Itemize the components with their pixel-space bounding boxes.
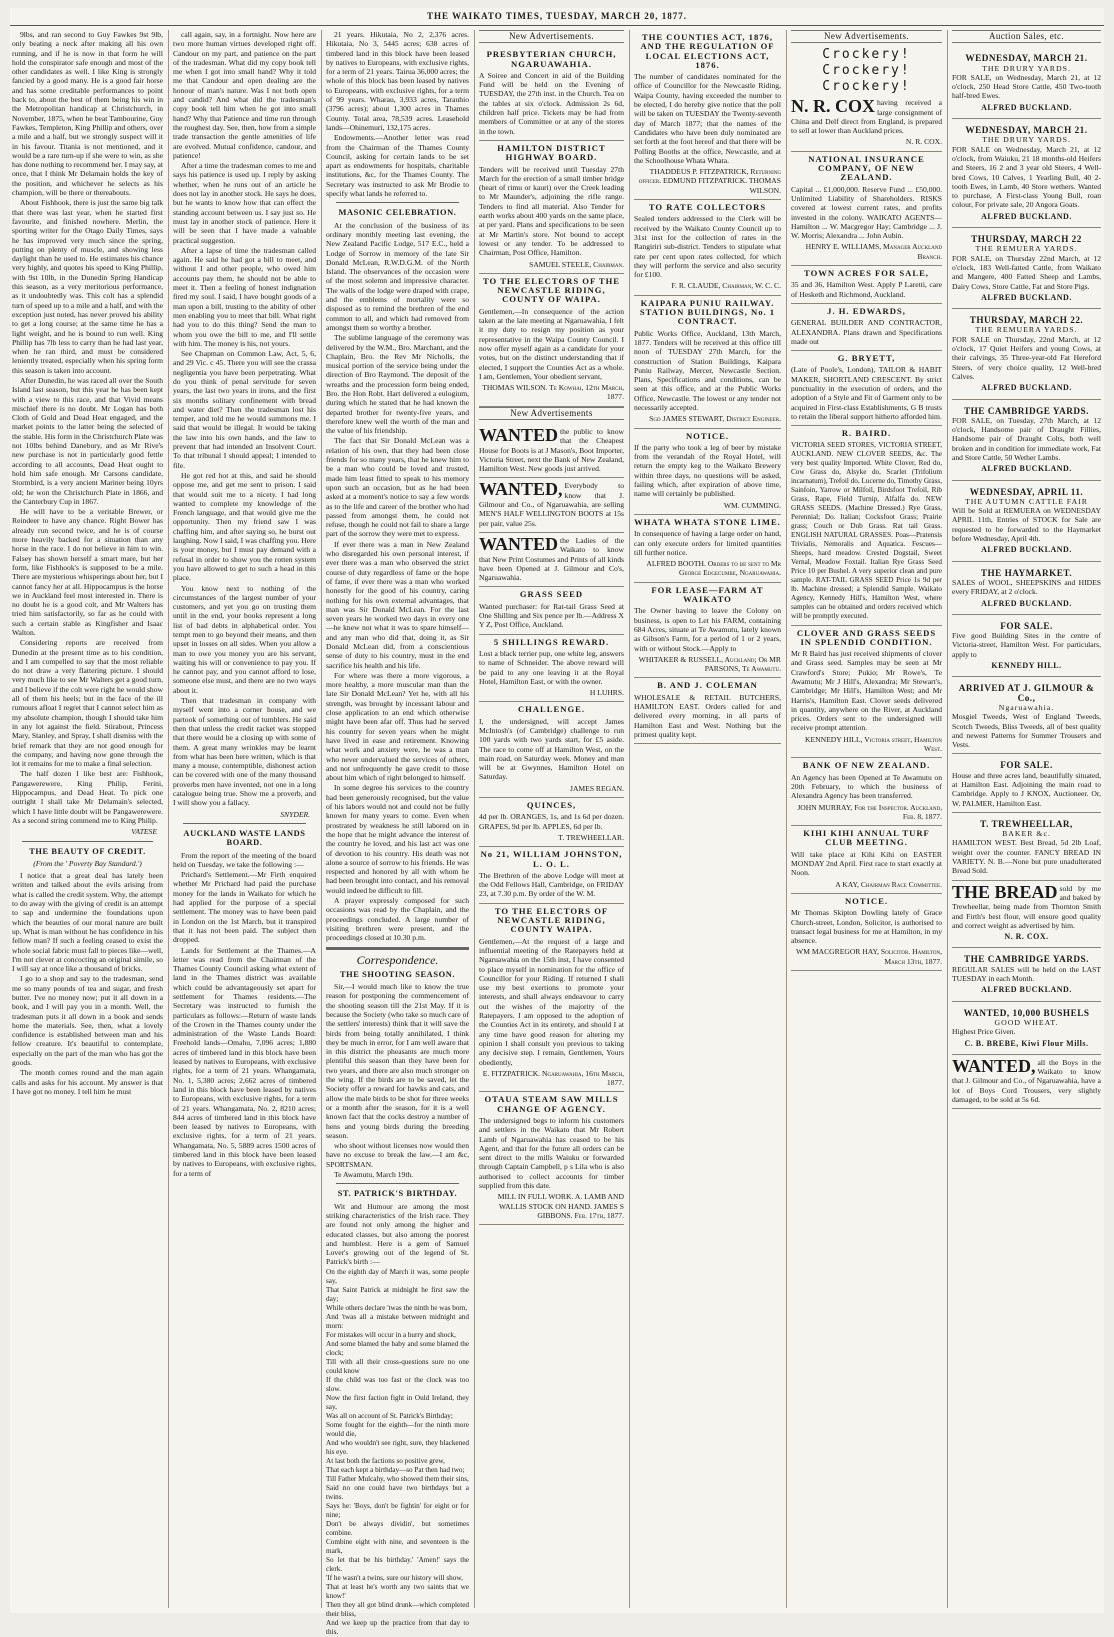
advertisement [479, 847, 624, 903]
column-2 [168, 30, 316, 1608]
advertisement [791, 266, 942, 304]
advertisement [791, 826, 942, 894]
advertisement [479, 47, 624, 141]
masthead [10, 8, 1104, 26]
divider [336, 202, 459, 203]
ad-title: FOR SALE. [1000, 760, 1053, 771]
advertisement [479, 587, 624, 634]
auction-body: Five good Building Sites in the centre of Victoria-street, Hamilton West. For particulars, apply to [952, 631, 1101, 659]
auction-body: FOR SALE, on Thursday 22nd March, at 12 o'clock, 183 Well-fatted Cattle, from Waikato and Mangere, 400 Fatted Sheep and Lambs, Dairy Cows, Store Cattle, Fat and Store Pigs. [952, 253, 1101, 291]
ad-title: WANTED, [479, 479, 563, 500]
ad-signature: WM. CUMMING. [723, 500, 781, 510]
ad-title: OTAUA STEAM SAW MILLS CHANGE OF AGENCY. [484, 1094, 619, 1114]
poem-line: That at least he's worth any two saints that we know!' [326, 1582, 469, 1600]
advertisement [634, 296, 781, 429]
auction-venue: THE REMUERA YARDS. [975, 244, 1078, 254]
advertisement [634, 678, 781, 744]
masonic-paragraph: If ever there was a man in New Zealand who disregarded his own personal interest, if ever there was a man who observed the strict course of duty regardless of fame or the hope of fame, if ever there was a man who worked honestly for the good of his country, caring nothing for his own external advantages, that man was Sir Donald McLean. For the last seven years he worked two days in every one—he knew not what it was to spare himself—and any man who did that, doing it, as Sir Donald McLean did, from a conscientious sense of duty to his country, must in the end sacrifice his health and his life. [326, 539, 469, 670]
newspaper-page [10, 8, 1104, 1636]
ad-signature: KENNEDY HILL, Victoria street, Hamilton West. [805, 734, 942, 754]
ad-body: Mr R Baird has just received shipments of clover and Grass seed. Samples may be seen at Mr Crawford's Store; Pukio; Mr Rowe's, Te Awamutu; Mr J Hill's, Alexandra; Mr Stewart's, Cambridge; Mr Hill's, Hamilton West; and Mr Harris's, Hamilton East. Clover seeds delivered in quantity, anywhere on the River, at Auckland prices. Orders sent to the undersigned will receive prompt attention. [791, 649, 942, 733]
ad-title: 5 SHILLINGS REWARD. [493, 636, 610, 647]
article-title: AUCKLAND WASTE LANDS BOARD. [183, 828, 306, 848]
poem-line: For mistakes will occur in a hurry and shock, [326, 1330, 456, 1339]
auction-venue: THE DRURY YARDS. [982, 135, 1071, 145]
patrick-paragraph: Wit and Humour are among the most striking characteristics of the Irish race. They are found not only among the higher and educated classes, but also among the poorest and humblest. Here is a gem of Samuel Lover's growing out of the legend of St. Patrick's birth :— [326, 1201, 469, 1267]
credit-paragraph: The month comes round and the man again calls and asks for his account. My answer is that I have got no money. I tell him he must [12, 1068, 163, 1096]
advertisement [952, 677, 1101, 754]
ad-title: QUINCES, [526, 800, 577, 811]
advertisement [791, 626, 942, 759]
ad-signature: E. FITZPATRICK. Ngaruawahia, 16th March, 1877. [482, 1068, 624, 1088]
auctioneer: KENNEDY HILL. [991, 661, 1062, 671]
ad-body: sold by me and baked by Trewheellar, being made from Thornton Smith and Firth's best flour, will ensure good quality and correct weight as advertised by him. [952, 883, 1101, 930]
advertisement [634, 583, 781, 679]
section-heading: New Advertisements. [479, 30, 624, 43]
column-1 [12, 30, 163, 1608]
racing-paragraph: 9lbs, and ran second to Guy Fawkes 9st 9lb, only beating a neck after making all his own running, and if he is now in that form he will hold the conspirator safe enough and most of the other candidates as well. I like King is strongly fancied by a good many. He is a good fair horse and has some creditable performances to point back to, about the best of them being his win in the Metropolitan handicap at Christchurch, in November, 1875, when he beat Tambourine, Guy Fawkes, Templeton, King Phillip and others, over a mile and a half, but we strongly suspect will it in his favour. Titania is not mentioned, and it would be a rare turn-up if she were to win, as she has done nothing to recommend her. I may say, at once, that I think Mr Delamain holds the key of the position, and whichever he selects as his champion, will be there or thereabouts. [12, 30, 163, 198]
advertisement [479, 141, 624, 274]
advertisement [479, 424, 624, 478]
poem [326, 1268, 469, 1637]
column-7 [947, 30, 1101, 1608]
divider [22, 841, 153, 842]
poem-line: Says he: 'Boys, don't be fightin' for eight or for nine; [326, 1501, 469, 1519]
ad-title: B. AND J. COLEMAN [657, 680, 758, 691]
poem-line: And we keep up the practice from that day to this. [326, 1618, 469, 1636]
ad-body: Wanted purchaser: for Rat-tail Grass Seed at One Shilling and Six pence per lb.—Address X Y Z, Post Office, Auckland. [479, 601, 624, 630]
racing-paragraph: Considering reports are received from Dunedin at the present time as to his condition, and I am compelled to say that the most reliable do not draw a very flattering picture. I should very much like to see Mr Walters get a good turn, and I believe if the colt were right he would show all of them his heels; but in the face of the ill rumours afloat I regret that I cannot select him as my absolute champion, though I should take him in any lot against the field. Stirabout, Princess Mary, Stanley, and Spray, I shall dismiss with the brief remark that they are not good enough for the company, and having now gone through the lot it remains for me to make a final selection. [12, 638, 163, 769]
advertisement [952, 1055, 1101, 1109]
ad-title: ARRIVED AT J. GILMOUR & Co., [958, 683, 1095, 703]
poem-line: 'If he wasn't a twins, sure our history will show, [326, 1573, 463, 1582]
credit-paragraph: He got red hot at this, and said he should oppose me, and get me sent to prison. I said that would suit me to a nicety. I had long wanted to complete my knowledge of the French language, and that would give me the opportunity. Then my friend saw I was chaffing him, and after saying so, he burst out laughing. Now I said, I was chaffing you. Here is your money, but I must pay demand with a refusal in order to show you the rotten system you have allowed to get to such a head in this place. [173, 470, 316, 583]
advertisement [791, 152, 942, 266]
advertisement [791, 351, 942, 426]
advertisement [634, 515, 781, 583]
auctioneer: ALFRED BUCKLAND. [981, 383, 1072, 393]
ad-title: No 21, WILLIAM JOHNSTON, L. O. L. [480, 849, 623, 869]
advertisement [791, 894, 942, 971]
crockery-heading: Crockery! [822, 63, 911, 79]
credit-paragraph: You know next to nothing of the circumstances of the largest number of your customers, and yet you go on trusting them until in the end, your books represent a long list of bad debts in alphabetical order. You tempt men to go beyond their means, and then upset in losses on all sides. When you allow a man to owe you money you are his servant, waiting his will or convenience to pay you. If he cannot pay, and you cannot afford to lose, someone else must, and there are no two ways about it. [173, 583, 316, 695]
ad-body: In consequence of having a large order on hand, can only execute orders for limited quantities till further notice. [634, 529, 781, 557]
ad-signature: A KAY, Chairman Race Committee. [835, 879, 942, 889]
ad-title: BANK OF NEW ZEALAND. [802, 760, 931, 771]
advertisement [952, 1002, 1101, 1055]
ad-body: A Soiree and Concert in aid of the Building Fund will be held on the Evening of TUESDAY, the 27th inst. in the Church. Tea on the tables at six o'clock. Admission 2s 6d, children half price. Tickets may be had from members of Committee or at any of the stores in the town. [479, 70, 624, 136]
ad-subtitle: BAKER &c. [1002, 829, 1051, 839]
ad-title: WANTED [479, 424, 559, 445]
ad-signature: Sgd JAMES STEWART, District Engineer. [649, 414, 781, 424]
ad-signature: JOHN MURRAY, For the Inspector. Auckland, Feb. 8, 1877. [797, 802, 942, 821]
ad-title: TOWN ACRES FOR SALE, [804, 268, 929, 279]
ad-body: having received a large consignment of China and Delf direct from England, is prepared to sell at lower than Auckland prices. [791, 98, 942, 136]
auction-venue: THE CAMBRIDGE YARDS. [964, 405, 1089, 416]
ad-body: 4d per lb. ORANGES, 1s, and 1s 6d per dozen. GRAPES, 9d per lb. APPLES, 6d per lb. [479, 812, 624, 831]
poem-line: Some fought for the eighth—for the ninth more would die, [326, 1420, 469, 1438]
article-title: MASONIC CELEBRATION. [338, 208, 457, 218]
ad-signature: WM MACGREGOR HAY, Solicitor. Hamilton, March 13th, 1877. [796, 947, 942, 966]
ad-body: I, the undersigned, will accept James McIntosh's (of Cambridge) challenge to run 100 yards with two yards start, for £5 aside. The race to come off at Hamilton West, on the main road, on Saturday week. Money and man will be at Gwynnes, Hamilton Hotel on Saturday. [479, 716, 624, 782]
auctioneer: ALFRED BUCKLAND. [981, 985, 1072, 995]
ad-body: An Agency has been Opened at Te Awamutu on 20th February, to which the business of Alexandra Agency has been transferred. [791, 772, 942, 801]
credit-paragraph: See Chapman on Common Law, Act, 5, 6, and 29 Vic. c 45. There you will see the crassa negligentia you have been perpetrating. What do you think of penal servitude for seven years, the last two years in irons, and the first six months solitary confinement with bread and water diet? Then the tradesman lost his temper, and told me he would summons me. I said that would be illegal. It would be taking the law into his own hands, and the law to prevent that had intended an Insolvent Court. To that tribunal I should appeal; I intended to file. [173, 349, 316, 470]
auction-date: THURSDAY, MARCH 22 [971, 234, 1082, 245]
auction-body: SALES of WOOL, SHEEPSKINS and HIDES every FRIDAY, at 2 o'clock. [952, 577, 1101, 597]
auctioneer: ALFRED BUCKLAND. [981, 102, 1072, 112]
auction-body: FOR SALE on Wednesday, March 21, at 12 o'clock, from Waiuku, 21 18 months-old Heifers and Steers, 16 2 and 3 year old Steers, 4 Well-bred Cows, 10 Calves, 1 Yearling Bull, 40 2-tooth Ewes, in Lamb, 40 Store wethers. Wanted to purchase, A First-class Young Bull, roan colour, For private sale, 20 Angora Goats. [952, 144, 1101, 210]
masonic-paragraph: At the conclusion of the business of its ordinary monthly meeting last evening, the New Zealand Pacific Lodge, 517 E.C., held a Lodge of Sorrow in memory of the late Sir Donald McLean, R.W.D.G.M. of the North Island. The observances of the occasion were of the most solemn and impressive character. The walls of the lodge were draped with crape, and the emblems of mortality were so disposed as to remind the brethren of the end common to all, and which had removed from amongst them so worthy a brother. [326, 220, 469, 332]
advertisement [479, 798, 624, 847]
advertisement [634, 30, 781, 200]
waste-paragraph: Endowments.—Another letter was read from the Chairman of the Thames County Council, asking for certain lands to be set apart as endowments for hospitals, charitable institutions, &c, for the Thames County. The Secretary was instructed to ask Mr Brodie to specify what lands he referred to. [326, 133, 469, 199]
ad-signature: JAMES REGAN. [569, 783, 624, 793]
ad-title: KAIPARA PUNIU RAILWAY. STATION BUILDINGS, No. 1 CONTRACT. [639, 297, 776, 327]
ad-signature: ALFRED BOOTH. Orders to be sent to Mr George Edgecumbe, Ngaruawahia. [646, 559, 781, 578]
racing-paragraph: He will have to be a veritable Brewer, or Reindeer to have any chance. Right Bower has already run second twice, and he is of course more heavily backed for a situation than any horse in the race. I do not believe in him to win. Falsey has shown herself a smart mare, but her form, like Fishhook's is supposed to be a mile. There are mysterious whisperings about her, but I cannot fancy her at all. Hippocampus is the horse we in Auckland feel most interested in. There is no doubt he is a good colt, and Mr Walters has tried him satisfactorily, so far as he could with such a certain stable as Kingfisher and Isaac Walton. [12, 507, 163, 637]
poem-line: That each kept a birthday—so Pat then had two; [326, 1465, 465, 1474]
ad-signature: H LUHRS. [589, 688, 624, 698]
ad-title: KIHI KIHI ANNUAL TURF CLUB MEETING. [803, 828, 930, 848]
crockery-heading: Crockery! [822, 47, 911, 63]
ad-signature: THOMAS WILSON. Te Kowhai, 12th March, 1877. [482, 383, 624, 402]
ad-title: THE BREAD [952, 881, 1058, 902]
poem-line: Till Father Mulcahy, who showed them their sins, [326, 1474, 469, 1483]
auctioneer: ALFRED BUCKLAND. [981, 292, 1072, 302]
letter-paragraph: Sir,—I would much like to know the true reason for postponing the commencement of the shooting season till the 21st May. If it is because the Society (who take so much care of the settlers' interests) think that it will save the birds from being totally annihilated, I think they be much in error, for I am well aware that in this district the pheasants are much more plentiful this season than they have been for two years, and there are also much stronger on the wing. If the birds are to be saved, let the Society offer a reward for hawks and cats, and allow the male birds to be shot for three weeks or a month after the season, for it is a well known fact that the cocks destroy a number of hens and young birds during the breeding season. [326, 982, 469, 1140]
auction-notice [952, 119, 1101, 228]
ad-body: the Ladies of the Waikato to know that New Print Costumes and Prints of all kinds have been Opened at J. Gilmour and Co's, Ngaruawahia. [479, 535, 624, 583]
advertisement [791, 304, 942, 351]
ad-body: the public to know that the Cheapest House for Boots is at J Mason's, Boot Importer, Victoria Street, next the Bank of New Zealand, Hamilton West. New goods just arrived. [479, 426, 624, 474]
ad-body: VICTORIA SEED STORES, VICTORIA STREET, AUCKLAND. NEW CLOVER SEEDS, &c. The very best quality Imported. White Clover, Red do, Cow Grass do, Alsyke do, Scarlet (Trifolium incarnatum), Trefoil do, Lucerne do, Timothy Grass, Sainfoin, Yarrow or Milfoil, Birdsfoot Trefoil, Rib Grass, Rape, Field Turnip, Alfalfa do. NEW GRASS SEEDS. (Machine Dressed.) Rye Grass, Perennial; Do. Italian; Cocksfoot Grass; Prairie grass; Couch or Dub Grass. Rat tail Grass. ENGLISH NATURAL GRASSES. Poas—Pratensis Trivialis, Nemoralis and Aquatica. Fescues—Sheeps, hard meadow. Crested Dogstail, Sweet Vernal, Meadow Foxtail. Italian Rye Grass Seed Price 10 per Bushel. A very superior clean and pure sample. RAT-TAIL GRASS SEED Price 1s 9d per lb. Machine dressed; a Splendid Sample. Waikato Agency, Kennedy Hill's, Hamilton West, where samples can be obtained and orders received which will be promptly executed. [791, 440, 942, 620]
auction-date: WEDNESDAY, MARCH 21. [965, 125, 1088, 136]
advertisement [479, 274, 624, 407]
signature: VATESE [131, 827, 157, 837]
auction-notice [952, 309, 1101, 399]
poem-line: So let that be his birthday.' 'Amen!' says the clerk. [326, 1555, 469, 1573]
ad-body: House and three acres land, beautifully situated, at Hamilton East. Adjoining the main road to Cambridge. Apply to J KNOX, Auctioneer. Or, W. PALMER, Hamilton East. [952, 770, 1101, 808]
ad-signature: T. TREWHEELLAR. [558, 832, 624, 842]
masonic-paragraph: The sublime language of the ceremony was delivered by the W.M., Bro. Marchant, and the Chaplain, Bro. the Rev Mr Nicholls, the musical portion of the service being under the direction of Bro Raymond. The deposit of the wreaths and the procession form being ended, Bro. the Hon Robt. Hart delivered a eulogium, during which he stated that he had known the departed brother for twenty-five years, and therefore knew well the worth of the man and the value of his friendship. [326, 333, 469, 436]
auctioneer: ALFRED BUCKLAND. [981, 545, 1072, 555]
ad-body: Highest Price Given. [952, 1027, 1016, 1037]
poem-line: Till with all their cross-questions sure no one could know [326, 1357, 469, 1375]
auction-venue: THE AUTUMN CATTLE FAIR [965, 496, 1088, 506]
poem-line: If the child was too fast or the clock was too slow. [326, 1375, 469, 1393]
section-heading: New Advertisements [479, 407, 624, 420]
advertisement [952, 881, 1101, 949]
column-4 [474, 30, 624, 1608]
section-heading: Auction Sales, etc. [952, 30, 1101, 43]
auction-venue: THE REMUERA YARDS. [975, 325, 1078, 335]
ad-title: T. TREWHEELLAR, [980, 818, 1073, 829]
ad-title: NOTICE. [685, 430, 730, 441]
column-5 [629, 30, 781, 1608]
auction-date: WEDNESDAY, MARCH 21. [965, 53, 1088, 64]
ad-subtitle: Ngaruawahia. [998, 702, 1055, 712]
ad-body: The Owner having to leave the Colony on business, is open to Let his FARM, containing 684 Acres, situate at Te Awamutu, lately known as Gibson's Farm, for a period of 1 or 2 years, with or without Stock.—Apply to [634, 606, 781, 653]
poem-line: And some blamed the baby and some blamed the clock; [326, 1339, 469, 1357]
article-title: ST. PATRICK'S BIRTHDAY. [337, 1189, 458, 1199]
poem-line: At last both the factions so positive grew, [326, 1456, 445, 1465]
auction-body: FOR SALE, on Tuesday, 27th March, at 12 o'clock, Handsome pair of Draught Fillies, Handsome pair of Draught Colts, both well broken and in condition for immediate work, Fat and Store Cattle, 50 Wether Lambs. [952, 415, 1101, 462]
auctioneer: ALFRED BUCKLAND. [981, 211, 1072, 221]
poem-line: While others declare 'twas the ninth he was born, [326, 1303, 468, 1312]
ad-title: J. H. EDWARDS, [827, 305, 906, 316]
letter-paragraph: Te Awamutu, March 19th. [334, 1170, 414, 1180]
racing-paragraph: About Fishhook, there is just the same big talk that there was last year, when he started first favourite, and finished nowhere. Merlin, the sporting writer for the Otago Daily Times, says he has improved very much since the spring, putting on plenty of muscle, and showing less daylight than he used to. He estimates his chance very highly, and quotes his speed to King Phillip, with 9st 10lb, in the Dunedin Spring Handicap this season, as a very meritorious performance, as it undoubtedly was. This colt has a splendid turn of speed up to a mile and a half, and with the exception just noted, has never proved his ability to get a long course; at the same time he has a light weight, and he is bound to run well. King Phillip has 7lb less to carry than he had last year, when he ran third, and must be considered leniently treated, especially when his spring form this season is taken into account. [12, 198, 163, 375]
auctioneer: ALFRED BUCKLAND. [981, 464, 1072, 474]
masonic-paragraph: In some degree his services to the country had been generously recognised, but the value of his labors would not and could not be fully known for many years to come. Even when prostrated by weakness he still labored on in the hope that he might advance the interest of the country he loved, and his last act was one of devotion to his country. His death was not alone a source of sorrow to his friends. He was respected and honored by all with whom he had been brought into contact, and his removal would indeed be difficult to fill. [326, 783, 469, 895]
ad-subtitle: GOOD WHEAT. [994, 1017, 1059, 1027]
ad-title: CHALLENGE. [517, 704, 586, 715]
ad-body: (Late of Poole's, London), TAILOR & HABIT MAKER, SHORTLAND CRESCENT. By strict punctuality in the execution of orders, and the adoption of a Style and Fit of Garment only to be acquired in First-class Establishments, G B trusts to retain the liberal support hitherto afforded him. [791, 365, 942, 421]
ad-body: Will take place at Kihi Kihi on EASTER MONDAY 2nd April. First race to start exactly at Noon. [791, 849, 942, 878]
advertisement [634, 429, 781, 515]
auction-notice [952, 615, 1101, 677]
auction-date: THURSDAY, MARCH 22. [969, 315, 1084, 326]
poem-line: And 'twas all a mistake between midnight and morn: [326, 1312, 469, 1330]
divider [183, 823, 306, 824]
ad-body: WHOLESALE & RETAIL BUTCHERS, HAMILTON EAST. Orders called for and delivered every morning, in all parts of Hamilton East and West. Nothing but the primest quality kept. [634, 692, 781, 739]
ad-title: HAMILTON DISTRICT HIGHWAY BOARD. [497, 142, 606, 163]
ad-title: R. BAIRD. [841, 428, 892, 439]
auction-notice [952, 562, 1101, 615]
ad-body: The number of candidates nominated for the office of Councillor for the Newcastle Riding, Waipa County, having exceeded the number to be elected, I do hereby give notice that the poll will be taken on TUESDAY the Twenty-seventh day of March 1877; that the names of the Candidates who have been duly nominated are set forth at the foot hereof and that there will be Polling Booths at the office, Newcastle, and at the Schoolhouse Whata Whata. [634, 72, 781, 165]
ad-signature: N. R. COX. [905, 137, 942, 147]
ad-title: CLOVER AND GRASS SEEDS IN SPLENDID CONDITION. [796, 627, 937, 647]
article-title: THE SHOOTING SEASON. [339, 969, 456, 979]
credit-paragraph: I go to a shop and say to the tradesman, send me so many pounds of tea and sugar, and fresh butter. I've no money now; put it all down in a book, and I will pay you in a month. Well, the tradesman puts it all down in a book and sends home the materials. See, then, what a lovely confidence is established between man and his fellow creature. It's beautiful to contemplate, especially on the part of the man who has got the goods. [12, 974, 163, 1068]
ad-body: Everybody to know that J. Gilmour and Co., of Ngaruawahia, are selling MEN'S HALF WELLINGTON BOOTS at 15s per pair, value 25s. [479, 481, 624, 528]
ad-body: Tenders will be received until Tuesday 27th March for the erection of a small timber bridge (heart of rimu or kauri) over the Creek leading to Mr Maunder's, adjoining the rifle range. Tenders to find all material. Also Tender for earth works about 400 yards on the same place, at per yard. Plans and specifications to be seen at Mr Martin's store. Not bound to accept lowest or any tender. To be addressed to Chairman, Post Office, Hamilton. [479, 164, 624, 258]
ad-title: N. R. COX [791, 96, 875, 117]
auction-notice [952, 400, 1101, 481]
auction-notice [952, 948, 1101, 1001]
poem-line: That Saint Patrick at midnight he first saw the day; [326, 1285, 469, 1303]
ad-title: WANTED, [952, 1055, 1036, 1076]
auction-venue: THE DRURY YARDS. [982, 63, 1071, 73]
masonic-paragraph: A prayer expressly composed for such occasions was read by the Chaplain, and the proceedings concluded. A large number of visiting brethren were present, and the proceedings closed at 10.30 p.m. [326, 896, 469, 943]
ad-body: Gentlemen,—In consequence of the action taken at the late meeting at Ngaruawahia, I felt it my duty to resign my position as your representative in the Waipa County Council. I now offer myself again as a candidate for your votes, but on the distinct understanding that if elected, I support the Counties Act as a whole. I am, Gentlemen, Your obedient servant, [479, 306, 624, 381]
signature: SNYDER. [280, 809, 310, 819]
poem-line: Then they all got blind drunk—which completed their bliss, [326, 1600, 469, 1618]
advertisement [479, 635, 624, 703]
ad-body: The Brethren of the above Lodge will meet at the Odd Fellows Hall, Cambridge, on FRIDAY 23, at 7.30 p.m. By order of the W. M. [479, 870, 624, 899]
waste-paragraph: Prichard's Settlement.—Mr Firth enquired whether Mr Prichard had paid the purchase money for the lands in Waikato for which he had applied for the purpose of a special settlement. The money was to have been paid in London on the 1st March, but it transpired that it has not been paid. The subject then dropped. [173, 870, 316, 945]
crockery-heading: Crockery! [822, 79, 911, 95]
ad-signature: F. R. CLAUDE, Chairman, W. C. C. [671, 281, 781, 291]
ad-body: Mr Thomas Skipton Dowling lately of Grace Church-street, London, Solicitor, is authorised to transact legal business for me at Hamilton, in my absence. [791, 908, 942, 946]
masthead-title: THE WAIKATO TIMES, TUESDAY, MARCH 20, 1877. [426, 11, 688, 21]
column-3 [321, 30, 469, 1636]
auction-body: FOR SALE, on Wednesday, March 21, at 12 o'clock, 250 Head Store Cattle, 450 Two-tooth half-bred Ewes. [952, 72, 1101, 101]
advertisement [791, 95, 942, 151]
advertisement [479, 478, 624, 532]
credit-paragraph: Then that tradesman in company with myself went into a corner house, and we partook of something out of tumblers. He said then that unless the credit racket was stopped that there would be a closing up with some of them. A great many wrinkles may be learnt from what has been here written, which is that many a mouse, contemptible, dishonest action can be covered with one of the many thousand proverbs men have invented, not one in a long catalogue being true. Show me a proverb, and I will show you a fallacy. [173, 696, 316, 808]
advertisement [479, 904, 624, 1093]
auction-body: REGULAR SALES will be held on the LAST TUESDAY in each Month. [952, 964, 1101, 984]
ad-signature: N. R. COX. [1004, 932, 1049, 942]
ad-title: WANTED, 10,000 BUSHELS [963, 1007, 1090, 1018]
masonic-paragraph: The fact that Sir Donald McLean was a relation of his own, that they had been close friends for so many years, that he knew him to be a man who could be loved and trusted, made him least fitted to speak to his memory upon such an occasion, but as he had been asked at a moment's notice to say a few words as to the life and career of the brother who had passed from amongst them, he could not refuse, though he could not fail to share a large part of the sorrow they were met to express. [326, 436, 469, 539]
racing-paragraph: The half dozen I like best are: Fishhook, Pangawerewere, King Philip, Ferini, Hippocampus, and Dead Heat. To pick one outright I shall take Mr Delamain's selected, which I have little doubt will be Pangawerewere. As a second string commend me to King Philip. [12, 769, 163, 825]
ad-body: If the party who took a leg of beer by mistake from the verandah of the Royal Hotel, will return the empty keg to the Waikato Brewery within three days, no questions will be asked, failing which, after expiration of above time, name will certainly be published. [634, 442, 781, 499]
ad-signature: HENRY E. WILLIAMS, Manager Auckland Branch. [805, 242, 942, 261]
waste-paragraph: From the report of the meeting of the board held on Tuesday, we take the following :— [173, 850, 316, 869]
advertisement [952, 754, 1101, 812]
ad-title: GRASS SEED [519, 589, 584, 600]
ad-title: TO THE ELECTORS OF THE NEWCASTLE RIDING, COUNTY OF WAIPA. [482, 275, 621, 305]
ad-signature: SAMUEL STEELE, Chairman. [529, 259, 624, 269]
ad-body: Capital ... £1,000,000. Reserve Fund ... £50,000. Unlimited Liability of Shareholders. RISKS covered at lowest current rates, and profits invested in the colony. WAIKATO AGENTS—Hamilton ... W. Macgregor Hay; Cambridge ... J. W. Morris; Alexandra ... John Aubin. [791, 184, 942, 241]
ad-signature: WHITAKER & RUSSELL, Auckland; Or MR PARSONS, Te Awamutu. [638, 654, 781, 674]
ad-body: Sealed tenders addressed to the Clerk will be received by the Waikato County Council up to 31st inst for the collection of rates in the Rangiriri sub-district. Tenders to stipulate what rate per cent upon rates collected, for which they will perform the service and also security for £100. [634, 214, 781, 280]
letter-paragraph: who shoot without licenses now would then have no excuse to break the law.—I am &c, SPORTSMAN. [326, 1141, 469, 1169]
credit-paragraph: call again, say, in a fortnight. Now here are two more human virtues developed right off. Candour on my part, and patience on the part of the tradesman. What did my copy book tell me when I got into small hand? Why it told me that Candour and open dealing are the honour of man's nature. Was I not both open and candid? And what did the tradesman's copy book tell him when he got into small hand? Why that Patience and time run through the roughest day. See, then, how from a simple trade transaction the gentle amenities of life are evolved. Mutual confidence, candour, and patience! [173, 30, 316, 160]
ad-body: Lost a black terrier pup, one white leg, answers to name of Schneider. The above reward will be paid to any one leaving it at the Royal Hotel, Hamilton East, or with the owner. [479, 648, 624, 686]
section-heading: New Advertisements. [791, 30, 942, 43]
ad-body: GENERAL BUILDER AND CONTRACTOR, ALEXANDRA. Plans drawn and Specifications made out [791, 318, 942, 346]
auction-notice [952, 228, 1101, 309]
ad-title: NOTICE. [844, 895, 889, 906]
ad-body: HAMILTON WEST. Best Bread, 5d 2lb Loaf, weight over the counter. FANCY BREAD IN VARIETY. N. B.—None but pure unadulterated Bread Sold. [952, 838, 1101, 876]
ad-body: Public Works Office, Auckland, 13th March, 1877. Tenders will be received at this office till noon of TUESDAY 27th March, for the construction of Station Buildings, Kaipara Puniu Railway, Mercer, Newcastle Section. Plans, Specifications and conditions, can be seen at this office, and at the Public Works Office, Newcastle. The lowest or any tender not necessarily accepted. [634, 328, 781, 412]
poem-line: Now the first faction fight in Ould Ireland, they say, [326, 1393, 469, 1411]
credit-paragraph: After a lapse of time the tradesman called again. He said he had got a bill to meet, and without I and other people, who owed him accounts pay them, he should not be able to meet it. Then a feeling of honest indignation fired my soul. I said, I have bought goods of a man upon a bill, trusting to the ability of other men enabling you to meet that bill. What right had you to do this thing? Send the man to whom you owe the bill to me, and I'll settle with him. The money is his, not yours. [173, 245, 316, 348]
poem-line: On the eighth day of March it was, some people say, [326, 1267, 469, 1285]
advertisement [791, 758, 942, 826]
credit-paragraph: After a time the tradesman comes to me and says his patience is used up. I reply by asking whether, when he runs out of an article he does not lay in another stock. He says he does, but he wants to know how that can effect the standing account between us. I say just so. He must lay in another stock of patience. Here it will be seen that I have made a valuable practical suggestion. [173, 161, 316, 245]
ad-title: TO THE ELECTORS OF NEWCASTLE RIDING, COUNTY WAIPA. [494, 905, 609, 935]
auction-notice [952, 481, 1101, 562]
ad-title: FOR SALE. [1000, 620, 1053, 631]
auction-notice [952, 47, 1101, 119]
ad-body: Mosgiel Tweeds, West of England Tweeds, Scotch Tweeds, Bliss Tweeds, all of best quality and newest Patterns for Summer Trousers and Vests. [952, 712, 1101, 750]
waste-paragraph: Lands for Settlement at the Thames.—A letter was read from the Chairman of the Thames County Council asking what extent of land in the Thames district was available which could be advantageously set apart for settlement for Thames residents.—The Secretary was instructed to furnish the particulars as follows:—Return of waste lands of the Crown in the Thames county under the administration of the Waste Lands Board: Freehold lands—Omahu, 7,096 acres; 1,880 acres of timbered land in this block have been leased by natives to Europeans, with exclusive rights, for a term of 21 years. Whangamata, No. 1, 5,380 acres; 2,662 acres of timbered land in this block have been leased by natives to Europeans, with exclusive rights, for a term of 21 years. Whangamata, No. 2, 8210 acres; 844 acres of timbered land in this block have been leased by natives to Europeans, with exclusive rights, for a term of 21 years. Whangamata, No. 5, 5889 acres 1500 acres of timbered land in this block have been leased by natives to Europeans, with exclusive rights, for a term of [173, 945, 316, 1178]
ad-title: WHATA WHATA STONE LIME. [634, 516, 781, 527]
ad-title: G. BRYETT, [837, 353, 896, 364]
ad-body: 35 and 36, Hamilton West. Apply P Laretti, care of Hesketh and Richmond, Auckland. [791, 280, 942, 299]
ad-body: Gentlemen,—At the request of a large and influential meeting of the Ratepayers held at Ngaruawahia on the 15th inst, I have consented to place myself in nomination for the office of Councillor for your Riding. If returned I shall use my best exertions to promote your interests, and shall always endeavour to carry out the wishes of the majority of the Ratepayers. I am opposed to the adoption of the Counties Act in its entirety, and should I at any time have good reason for altering my opinion I shall consult you previous to taking any decisive step. I remain, Gentlemen, Yours obediently, [479, 936, 624, 1067]
article-title: THE BEAUTY OF CREDIT. [29, 846, 146, 856]
auction-date: WEDNESDAY, APRIL 11. [969, 486, 1084, 497]
masonic-paragraph: For where was there a more vigorous, a more healthy, a more muscular man than the late Sir Donald McLean? Yet he, with all his strength, was brought by incessant labour and close application to an end which otherwise might have been afar off. Thus had he served his country for seven years when he might have lived in ease and retirement. Knowing what work and anxiety were, he was a man who never undervalued the services of others, and not unfrequently he gave credit to those about him which of right belonged to himself. [326, 670, 469, 783]
column-6 [786, 30, 942, 1608]
credit-paragraph: I notice that a great deal has lately been written and talked about the evils arising from what is called the credit system. Why, the attempt to do away with the giving of credit is an attempt to sap and undermine the foundations upon which the beauties of our moral nature are built up. What is man without he has confidence in his fellow man? If such a feeling ceased to exist the whole social fabric must fall to pieces like—well, I'm not clever at concocting an original simile, so I will say at once like a thousand of bricks. [12, 871, 163, 974]
advertisement [479, 1092, 624, 1225]
ad-signature: C. B. BREBE, Kiwi Flour Mills. [964, 1038, 1089, 1048]
auction-venue: THE CAMBRIDGE YARDS. [964, 954, 1089, 965]
ad-title: TO RATE COLLECTORS [648, 202, 767, 213]
advertisement [479, 533, 624, 587]
ad-title: THE COUNTIES ACT, 1876, AND THE REGULATION OF LOCAL ELECTIONS ACT, 1876. [640, 32, 775, 70]
auctioneer: ALFRED BUCKLAND. [981, 598, 1072, 608]
ad-title: FOR LEASE—FARM AT WAIKATO [651, 584, 764, 605]
poem-line: Said no one could have two birthdays but a twins. [326, 1483, 469, 1501]
ad-signature: THADDEUS P. FITZPATRICK, Returning officer. EDMUND FITZPATRICK. THOMAS WILSON. [638, 167, 781, 195]
ad-title: PRESBYTERIAN CHURCH, NGARUAWAHIA. [486, 49, 617, 69]
advertisement [952, 813, 1101, 881]
auction-body: FOR SALE on Thursday, 22nd March, at 12 o'clock, 17 Quiet Heifers and young Cows, at their calvings, 35 Three-year-old Fat Hereford Steers, of very choice quality, 12 Well-bred Calves. [952, 334, 1101, 381]
ad-body: The undersigned begs to inform his customers and settlers in the Waikato that Mr Robert Lamb of Ngaruawahia has ceased to be his Agent, and that for the future all orders can be sent direct to the mills Waiuku or forwarded through Captain Campbell, p s Lila who is also authorised to collect accounts for timber supplied from this date. [479, 1115, 624, 1191]
divider [336, 1183, 459, 1184]
divider [326, 947, 469, 950]
auction-body: Will be Sold at REMUERA on WEDNESDAY APRIL 11th, Entries of STOCK for Sale are requested to be forwarded to the Haymarket before Wednesday, April 4th. [952, 506, 1101, 544]
section-title: Correspondence. [356, 952, 439, 967]
advertisement [479, 702, 624, 798]
racing-paragraph: After Dunedin, he was raced all over the South Island last season, but this year he has been kept with a view to this race, and that Vivid means mischief there is no doubt. Mr Logan has both Cloth of Gold and Dead Heat engaged, and the market points to the latter being the selected of the stable. His form in the Christchurch Plate was not 10lbs behind Danebury, and as Mr Rive's new purchase is not in particularly good fettle according to all accounts, Dead Heat ought to hold him safe enough. Mr Carsons candidate, Stormbird, is a very ancient Mariner being 10yrs old; he won the Christchurch Plate in 1866, and the Canterbury Cup in 1867. [12, 375, 163, 506]
advertisement [634, 200, 781, 296]
poem-line: And who wouldn't see right, sure, they blackened his eye. [326, 1438, 469, 1456]
waste-paragraph: 21 years. Hikutaia, No 2, 2,376 acres. Hikutaia, No 3, 5445 acres; 638 acres of timbered land in this block have been leased by natives to Europeans, with exclusive rights, for a term of 21 years. Tairua 36,000 acres; the whole of this block has been leased by natives to Europeans, with exclusive rights, for a term of 99 years. Wharau, 3,933 acres, Tarauhio (3796 acres); about 1,300 acres in Thames County. Total area, 78,539 acres. Leasehold lands—Ohinemuri, 132,175 acres. [326, 30, 469, 132]
ad-title: NATIONAL INSURANCE COMPANY, OF NEW ZEALAND. [808, 153, 925, 183]
poem-line: Don't be always dividin', but sometimes combine. [326, 1519, 469, 1537]
ad-title: WANTED [479, 533, 559, 554]
auction-venue: THE HAYMARKET. [980, 567, 1073, 578]
advertisement [791, 426, 942, 625]
article-source: (From the ' Poverty Bay Standard.') [33, 858, 142, 868]
ad-signature: MILL IN FULL WORK. A. LAMB AND WALLIS STOCK ON HAND. JAMES S GIBBONS. Feb. 17th, 1877. [497, 1192, 624, 1220]
poem-line: Was all on account of St. Patrick's Birthday; [326, 1411, 453, 1420]
ad-body: all the Boys in the Waikato to know that J. Gilmour and Co., of Ngaruawahia, have a lot of Boys Cord Trousers, very slightly damaged, to be sold at 5s 6d. [952, 1057, 1101, 1105]
poem-line: Combine eight with nine, and seventeen is the mark, [326, 1537, 469, 1555]
